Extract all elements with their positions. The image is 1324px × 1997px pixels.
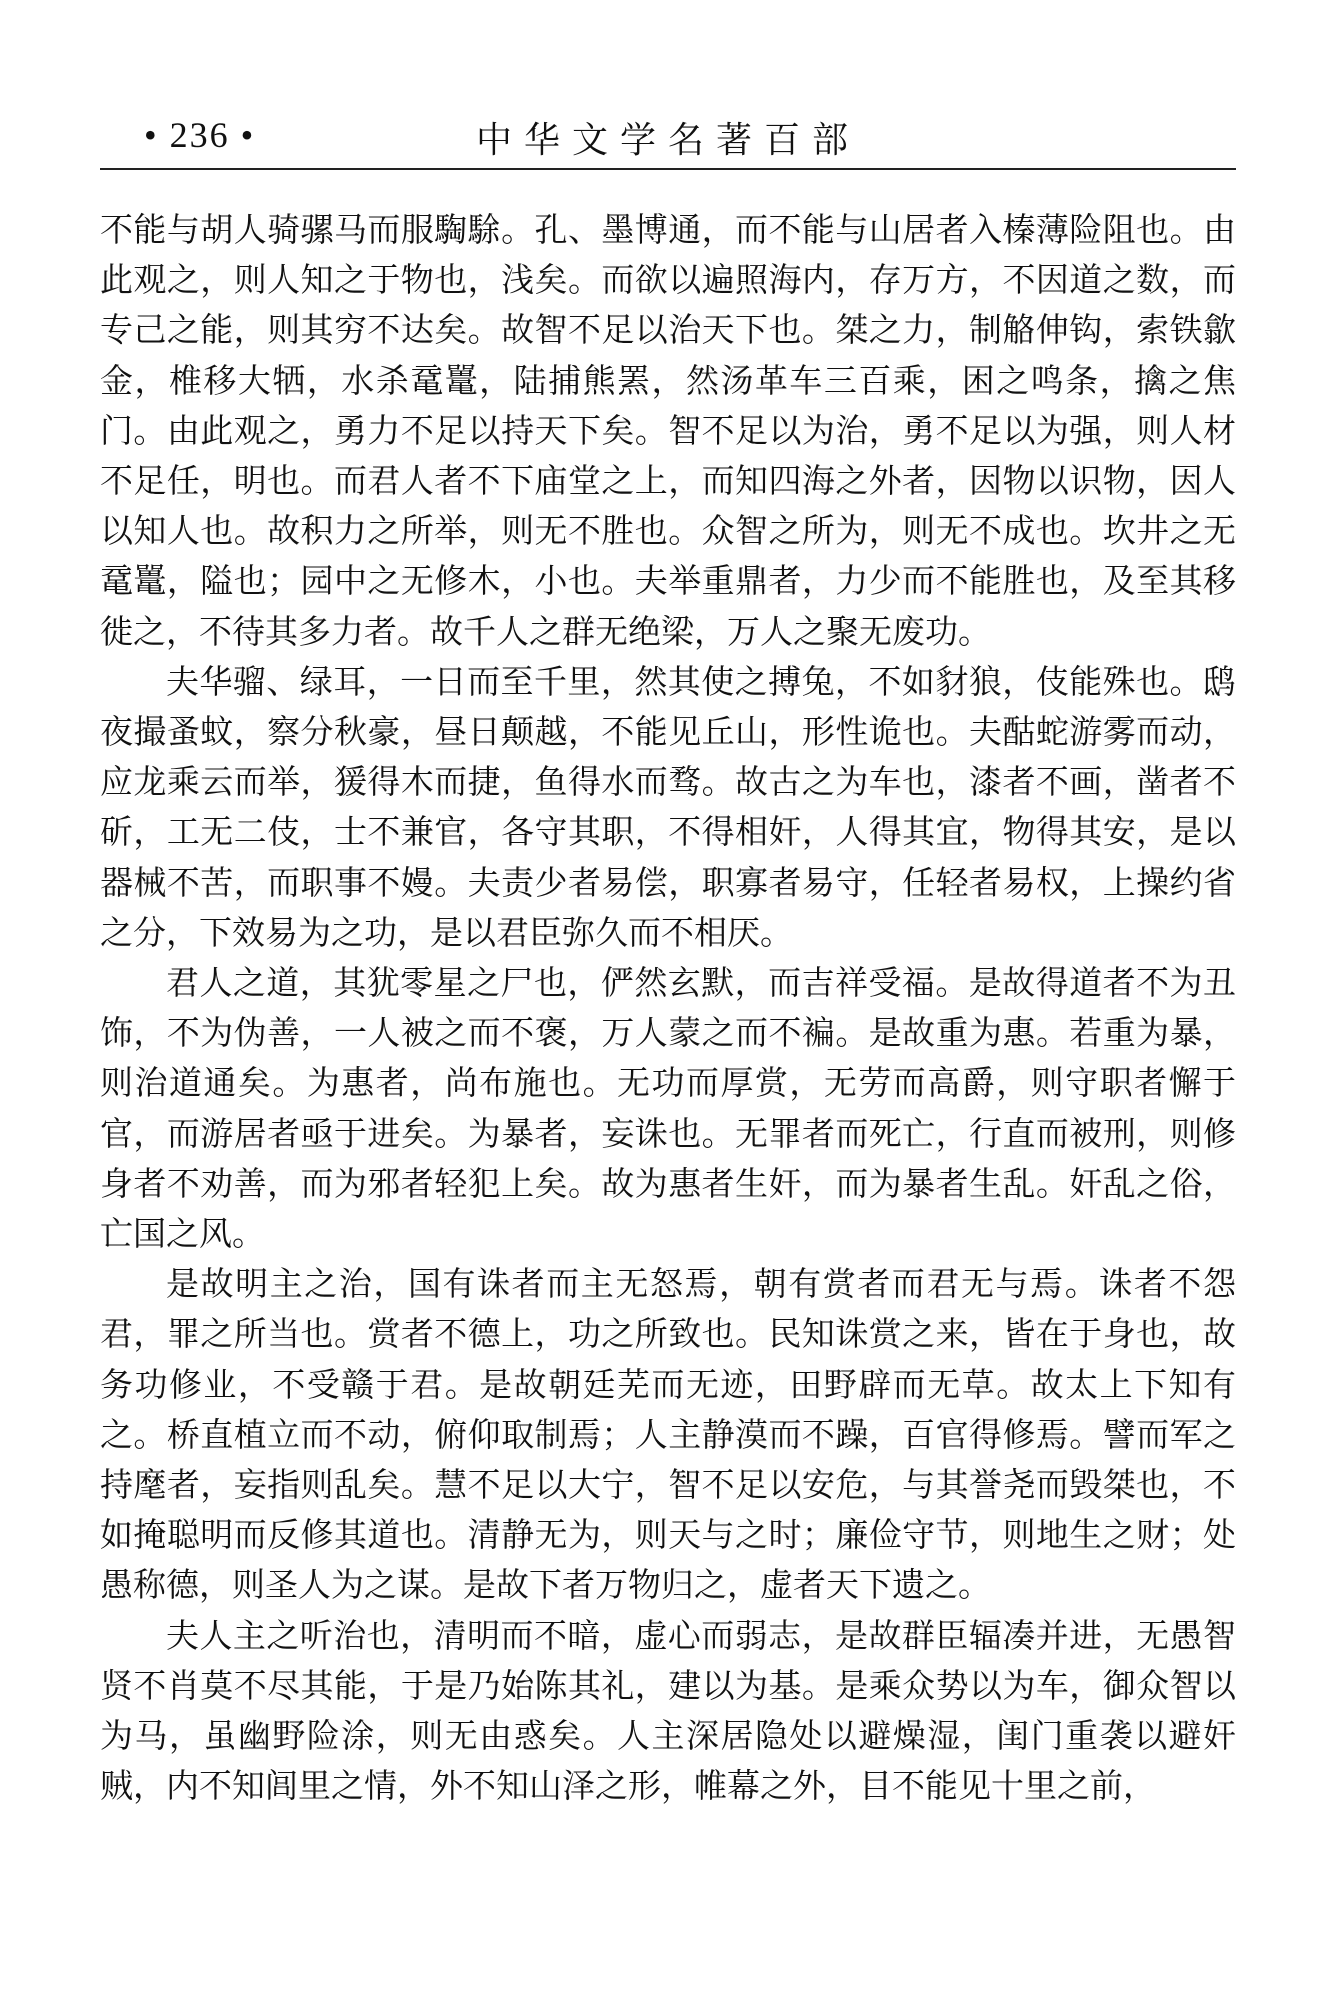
- paragraph-5: 夫人主之听治也，清明而不暗，虚心而弱志，是故群臣辐凑并进，无愚智贤不肖莫不尽其能，于是乃始陈其礼，建以为基。是乘众势以为车，御众智以为马，虽幽野险涂，则无由惑矣。人主深居隐处以避燥湿，闺门重袭以避奸贼，内不知闾里之情，外不知山泽之形，帷幕之外，目不能见十里之前，: [100, 1615, 1236, 1806]
- body-text: [100, 205, 1236, 1812]
- page-number: • 236 •: [144, 115, 256, 155]
- paragraph-2: 夫华骝、绿耳，一日而至千里，然其使之搏兔，不如豺狼，伎能殊也。鸱夜撮蚤蚊，察分秋豪，昼日颠越，不能见丘山，形性诡也。夫酤蛇游雾而动，应龙乘云而举，猨得木而捷，鱼得水而骛。故古之为车也，漆者不画，凿者不斫，工无二伎，士不兼官，各守其职，不得相奸，人得其宜，物得其安，是以器械不苦，而职事不嫚。夫责少者易偿，职寡者易守，任轻者易权，上操约省之分，下效易为之功，是以君臣弥久而不相厌。: [100, 661, 1236, 952]
- book-title: 中华文学名著百部: [475, 120, 860, 161]
- paragraph-3: 君人之道，其犹零星之尸也，俨然玄默，而吉祥受福。是故得道者不为丑饰，不为伪善，一人被之而不褒，万人蒙之而不褊。是故重为惠。若重为暴，则治道通矣。为惠者，尚布施也。无功而厚赏，无劳而高爵，则守职者懈于官，而游居者亟于进矣。为暴者，妄诛也。无罪者而死亡，行直而被刑，则修身者不劝善，而为邪者轻犯上矣。故为惠者生奸，而为暴者生乱。奸乱之俗，亡国之风。: [100, 963, 1236, 1254]
- paragraph-4: 是故明主之治，国有诛者而主无怒焉，朝有赏者而君无与焉。诛者不怨君，罪之所当也。赏者不德上，功之所致也。民知诛赏之来，皆在于身也，故务功修业，不受赣于君。是故朝廷芜而无迹，田野辟而无草。故太上下知有之。桥直植立而不动，俯仰取制焉；人主静漠而不躁，百官得修焉。譬而军之持麾者，妄指则乱矣。慧不足以大宁，智不足以安危，与其誉尧而毁桀也，不如掩聪明而反修其道也。清静无为，则天与之时；廉俭守节，则地生之财；处愚称德，则圣人为之谋。是故下者万物归之，虚者天下遗之。: [100, 1264, 1236, 1605]
- page-header: [100, 108, 1236, 170]
- paragraph-1: 不能与胡人骑骡马而服騊駼。孔、墨博通，而不能与山居者入榛薄险阻也。由此观之，则人知之于物也，浅矣。而欲以遍照海内，存万方，不因道之数，而专己之能，则其穷不达矣。故智不足以治天下也。桀之力，制觡伸钩，索铁歙金，椎移大牺，水杀鼋鼍，陆捕熊罴，然汤革车三百乘，困之鸣条，擒之焦门。由此观之，勇力不足以持天下矣。智不足以为治，勇不足以为强，则人材不足任，明也。而君人者不下庙堂之上，而知四海之外者，因物以识物，因人以知人也。故积力之所举，则无不胜也。众智之所为，则无不成也。坎井之无鼋鼍，隘也；园中之无修木，小也。夫举重鼎者，力少而不能胜也，及至其移徙之，不待其多力者。故千人之群无绝梁，万人之聚无废功。: [100, 210, 1236, 651]
